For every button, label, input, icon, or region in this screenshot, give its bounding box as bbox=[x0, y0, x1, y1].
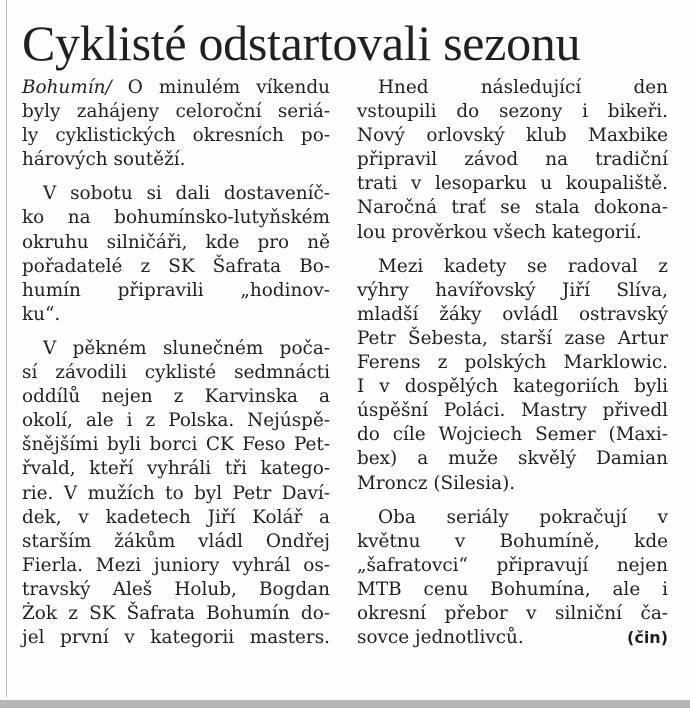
article-line: mladší žáky ovládl ostravský bbox=[357, 303, 668, 325]
article-line: šnějšími byli borci CK Feso Pet- bbox=[22, 434, 330, 456]
page-footer-bar bbox=[0, 700, 690, 708]
article-line: I v dospělých kategoriích byli bbox=[357, 376, 668, 398]
article-line: pořadatelé z SK Šafrata Bo- bbox=[22, 255, 330, 277]
article-line: výhry havířovský Jiří Slíva, bbox=[357, 279, 668, 301]
article-line: okresní přebor v silniční ča- bbox=[357, 602, 668, 624]
article-line: Mroncz (Silesia). bbox=[357, 472, 516, 494]
article-line: „šafratovci“ připravují nejen bbox=[357, 554, 668, 576]
article-line: úspěšní Poláci. Mastry přivedl bbox=[357, 400, 668, 422]
article-line: ly cyklistických okresních po- bbox=[22, 125, 330, 147]
article-headline: Cyklisté odstartovali sezonu bbox=[22, 15, 581, 71]
article-line: Oba seriály pokračují v bbox=[378, 506, 668, 528]
article-line: okolí, ale i z Polska. Nejúspě- bbox=[22, 410, 330, 432]
article-line: trati v lesoparku u koupaliště. bbox=[357, 173, 668, 195]
article-line: Petr Šebesta, starší zase Artur bbox=[357, 327, 668, 349]
article-line: byly zahájeny celoroční seriá- bbox=[22, 101, 330, 123]
left-column-rule bbox=[6, 0, 7, 697]
article-line: Żok z SK Šafrata Bohumín do- bbox=[22, 602, 330, 624]
article-line: Naročná trať se stala dokona- bbox=[357, 197, 668, 219]
article-line: vstoupili do sezony i bikeři. bbox=[357, 101, 668, 123]
article-line: Fierla. Mezi juniory vyhrál os- bbox=[22, 554, 330, 576]
article-line: sovce jednotlivců. bbox=[357, 627, 524, 649]
article-line: travský Aleš Holub, Bogdan bbox=[22, 578, 330, 600]
article-line: V sobotu si dali dostaveníč- bbox=[43, 183, 330, 205]
article-line: rie. V mužích to byl Petr Daví- bbox=[22, 482, 330, 504]
article-line: dek, v kadetech Jiří Kolář a bbox=[22, 506, 330, 528]
article-line: humín připravili „hodinov- bbox=[22, 279, 330, 301]
article-line: Ferens z polských Marklowic. bbox=[357, 352, 668, 374]
article-line: květnu v Bohumíně, kde bbox=[357, 530, 668, 552]
article-line: MTB cenu Bohumína, ale i bbox=[357, 578, 668, 600]
article-line: Hned následující den bbox=[378, 77, 668, 98]
article-line: jel první v kategorii masters. bbox=[22, 627, 330, 649]
article-line: okruhu silničáři, kde pro ně bbox=[22, 231, 330, 253]
article-line: sí závodili cyklisté sedmnácti bbox=[22, 362, 330, 384]
article-line: Bohumín/ O minulém víkendu bbox=[22, 77, 330, 98]
article-line: V pěkném slunečném poča- bbox=[43, 337, 330, 359]
article-closing-line bbox=[357, 626, 668, 650]
article-line: ko na bohumínsko-lutyňském bbox=[22, 207, 330, 229]
article-line: do cíle Wojciech Semer (Maxi- bbox=[357, 424, 668, 446]
article-line: ku“. bbox=[22, 303, 61, 325]
article-line: bex) a muže skvělý Damian bbox=[357, 448, 668, 470]
article-line: řvald, kteří vyhráli tři katego- bbox=[22, 458, 330, 480]
article-line: hárových soutěží. bbox=[22, 149, 186, 171]
article-line: Mezi kadety se radoval z bbox=[378, 255, 668, 277]
article-line: připravil závod na tradiční bbox=[357, 149, 668, 171]
article-line: lou prověrkou všech kategorií. bbox=[357, 221, 642, 243]
article-line: starším žákům vládl Ondřej bbox=[22, 530, 330, 552]
article-line: Nový orlovský klub Maxbike bbox=[357, 125, 668, 147]
article-column-right bbox=[357, 76, 668, 650]
article-dateline: Bohumín/ bbox=[22, 77, 112, 98]
article-column-left bbox=[22, 76, 330, 650]
author-signature: (čin) bbox=[627, 628, 668, 648]
article-line: oddílů nejen z Karvinska a bbox=[22, 386, 330, 408]
